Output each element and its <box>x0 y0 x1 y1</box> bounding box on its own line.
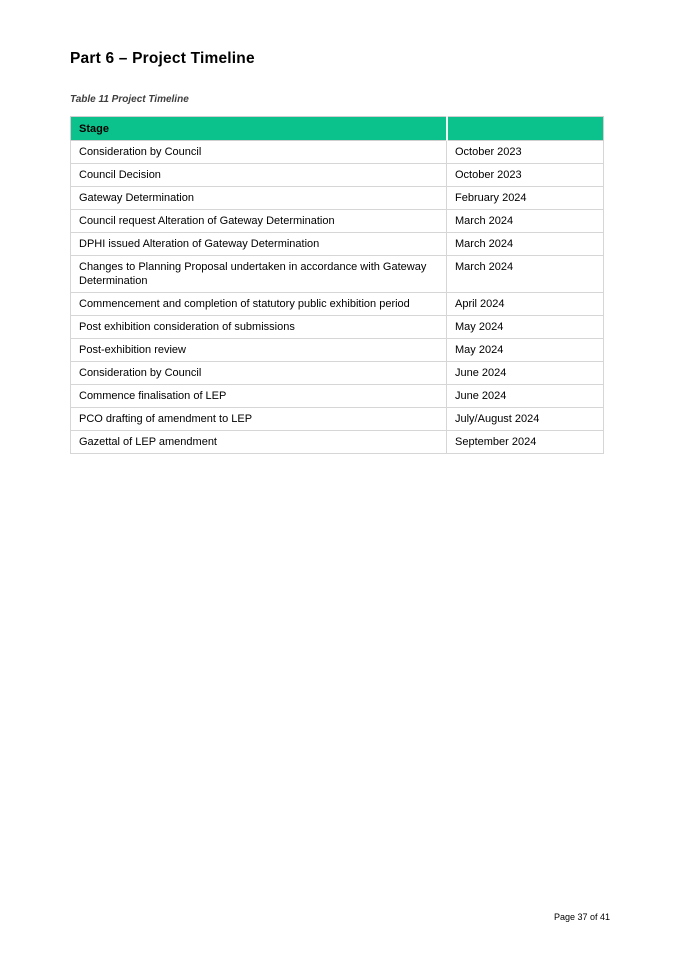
project-timeline-table <box>70 116 604 454</box>
stage-cell: DPHI issued Alteration of Gateway Determination <box>71 233 447 256</box>
stage-cell: Post exhibition consideration of submissions <box>71 316 447 339</box>
table-header-row <box>71 117 604 141</box>
table-row <box>71 293 604 316</box>
table-row <box>71 141 604 164</box>
table-row <box>71 408 604 431</box>
date-cell: June 2024 <box>447 362 604 385</box>
table-row <box>71 339 604 362</box>
table-row <box>71 316 604 339</box>
date-cell: March 2024 <box>447 233 604 256</box>
table-row <box>71 233 604 256</box>
date-cell: October 2023 <box>447 141 604 164</box>
stage-cell: Commencement and completion of statutory public exhibition period <box>71 293 447 316</box>
date-cell: July/August 2024 <box>447 408 604 431</box>
date-cell: June 2024 <box>447 385 604 408</box>
stage-cell: Council Decision <box>71 164 447 187</box>
stage-cell: Gateway Determination <box>71 187 447 210</box>
stage-cell: Council request Alteration of Gateway Determination <box>71 210 447 233</box>
table-row <box>71 385 604 408</box>
date-cell: April 2024 <box>447 293 604 316</box>
date-cell: October 2023 <box>447 164 604 187</box>
stage-cell: Gazettal of LEP amendment <box>71 431 447 454</box>
table-row <box>71 256 604 293</box>
date-cell: September 2024 <box>447 431 604 454</box>
stage-cell: Post-exhibition review <box>71 339 447 362</box>
date-cell: March 2024 <box>447 210 604 233</box>
stage-cell: Changes to Planning Proposal undertaken in accordance with Gateway Determination <box>71 256 447 293</box>
stage-cell: Consideration by Council <box>71 362 447 385</box>
document-page <box>70 0 610 955</box>
date-cell: May 2024 <box>447 339 604 362</box>
page-number: Page 37 of 41 <box>553 912 610 922</box>
page-title: Part 6 – Project Timeline <box>70 50 255 67</box>
stage-cell: PCO drafting of amendment to LEP <box>71 408 447 431</box>
table-row <box>71 187 604 210</box>
date-column-header <box>447 117 604 141</box>
date-cell: February 2024 <box>447 187 604 210</box>
stage-cell: Commence finalisation of LEP <box>71 385 447 408</box>
table-row <box>71 431 604 454</box>
date-cell: May 2024 <box>447 316 604 339</box>
stage-column-header: Stage <box>71 117 447 141</box>
table-row <box>71 164 604 187</box>
stage-cell: Consideration by Council <box>71 141 447 164</box>
date-cell: March 2024 <box>447 256 604 293</box>
table-row <box>71 362 604 385</box>
table-row <box>71 210 604 233</box>
table-caption: Table 11 Project Timeline <box>70 94 189 105</box>
